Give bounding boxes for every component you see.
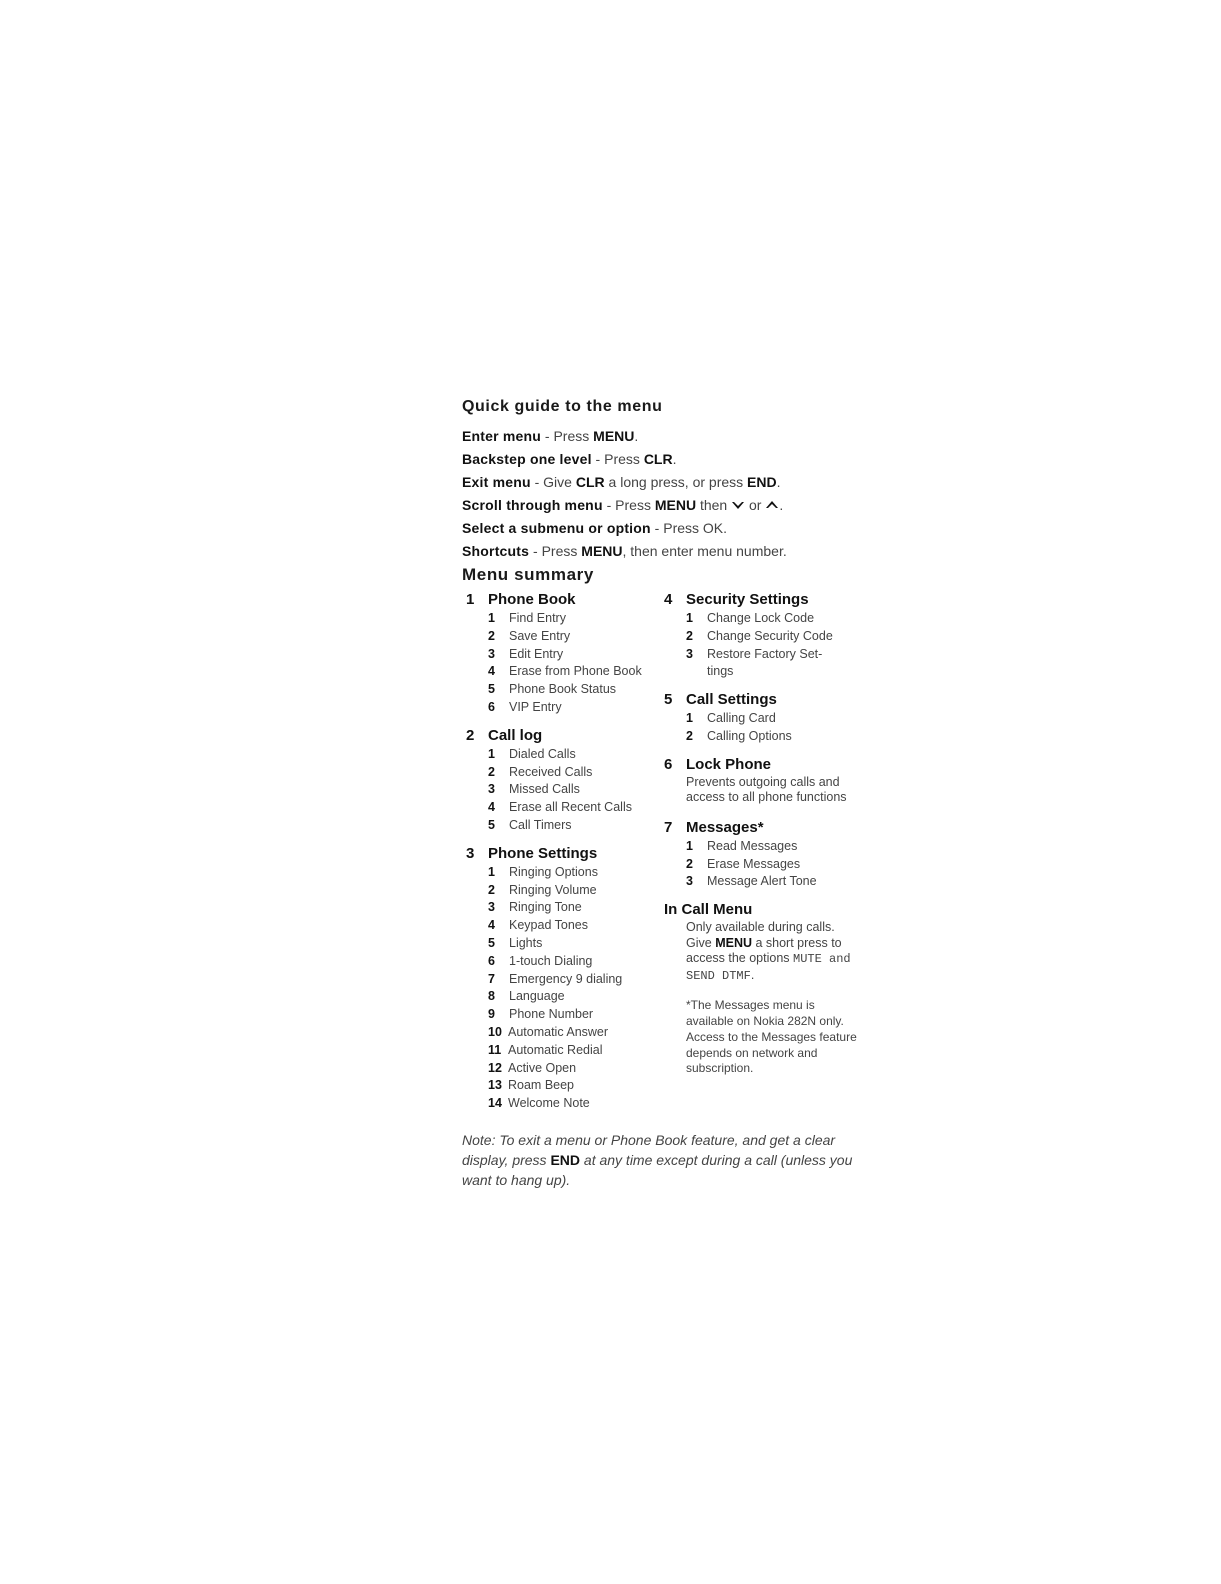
quick-guide-title: Quick guide to the menu	[462, 398, 663, 415]
submenu-item-label: Erase from Phone Book	[509, 664, 642, 679]
submenu-item-label: VIP Entry	[509, 699, 562, 714]
submenu-item-number: 6	[488, 953, 495, 968]
section-security-settings: 4 Security Settings	[664, 591, 809, 608]
submenu-item	[488, 971, 666, 989]
quick-guide-term: Exit menu	[462, 474, 531, 490]
quick-guide-text: Give	[543, 474, 576, 490]
submenu-item-number: 2	[488, 882, 495, 897]
menu-section-number: 3	[466, 844, 475, 862]
key-name: CLR	[575, 474, 605, 490]
arrow-up-icon	[765, 499, 779, 511]
submenu-item	[488, 681, 666, 699]
messages-footnote: *The Messages menu is available on Nokia 282N only. Access to the Messages feature depends on network and subscription.	[686, 998, 857, 1076]
quick-guide-term: Enter menu	[462, 428, 542, 444]
key-name: MENU	[581, 543, 623, 559]
quick-guide-term: Select a submenu or option	[462, 520, 651, 536]
submenu-item-label: Edit Entry	[509, 646, 564, 661]
submenu-item	[686, 610, 864, 628]
quick-guide-line	[462, 472, 862, 495]
submenu-item-number: 3	[488, 900, 495, 915]
submenu-item-label: Calling Options	[707, 728, 792, 743]
submenu-item-number: 1	[686, 711, 693, 726]
quick-guide-text: .	[672, 451, 677, 467]
submenu-item-number: 1	[488, 611, 495, 625]
menu-section-title: Call log	[488, 726, 543, 744]
section-lock-phone: 6 Lock Phone	[664, 755, 772, 773]
submenu-item	[488, 764, 666, 782]
quick-guide-line	[462, 449, 862, 472]
quick-guide-separator: -	[530, 474, 544, 490]
quick-guide-line	[462, 426, 862, 449]
menu-section-items	[488, 610, 666, 717]
quick-guide-text: or	[745, 497, 766, 513]
submenu-item-number: 1	[488, 864, 495, 879]
submenu-item-number: 2	[488, 764, 495, 779]
quick-guide-text: then	[696, 497, 732, 513]
submenu-item-label: Missed Calls	[509, 782, 580, 797]
quick-guide-list	[462, 426, 862, 564]
submenu-item	[488, 817, 666, 835]
call-settings-items	[686, 710, 864, 746]
submenu-item	[488, 1042, 666, 1060]
quick-guide-separator: -	[529, 543, 542, 559]
submenu-item-label: Lights	[509, 935, 543, 950]
submenu-item	[488, 1024, 666, 1042]
submenu-item	[686, 728, 864, 746]
submenu-item-number: 6	[488, 699, 495, 714]
submenu-item-number: 1	[488, 746, 495, 761]
in-call-description: Only available during calls. Give MENU a short press to access the options MUTE and SEND DTMF.	[686, 920, 851, 983]
menu-section-heading	[466, 590, 666, 610]
submenu-item	[488, 1077, 666, 1095]
submenu-item-label: Welcome Note	[508, 1096, 590, 1111]
quick-guide-term: Shortcuts	[462, 543, 530, 559]
quick-guide-text: .	[776, 474, 781, 490]
menu-section-items	[488, 746, 666, 835]
submenu-item-number: 2	[686, 728, 693, 743]
quick-guide-text: .	[634, 428, 639, 444]
section-call-settings: 5 Call Settings	[664, 691, 777, 709]
quick-guide-text: .	[723, 520, 728, 536]
submenu-item-number: 5	[488, 682, 495, 697]
submenu-item-label: Erase Messages	[707, 856, 801, 871]
submenu-item-label: Restore Factory Set-	[707, 646, 823, 661]
menu-section-heading	[466, 844, 666, 864]
submenu-item-number: 4	[488, 664, 495, 679]
quick-guide-separator: -	[650, 520, 664, 536]
key-name: END	[747, 474, 777, 490]
submenu-item	[488, 610, 666, 628]
submenu-item-label: Phone Book Status	[509, 682, 617, 697]
submenu-item	[686, 710, 864, 728]
submenu-item-label: Dialed Calls	[509, 746, 576, 761]
submenu-item-label: Language	[509, 989, 565, 1004]
menu-section-number: 2	[466, 726, 475, 744]
submenu-item-number: 3	[488, 782, 495, 797]
menu-summary-title: Menu summary	[462, 565, 594, 584]
submenu-item-label: Save Entry	[509, 628, 571, 643]
arrow-down-icon	[731, 499, 745, 511]
quick-guide-text: a long press, or press	[604, 474, 748, 490]
submenu-item-number: 12	[488, 1060, 502, 1075]
submenu-item-label: Emergency 9 dialing	[509, 971, 623, 986]
menu-section-items	[488, 864, 666, 1113]
submenu-item-label: Ringing Tone	[509, 900, 582, 915]
submenu-item	[488, 988, 666, 1006]
section-in-call-menu: In Call Menu	[664, 901, 753, 919]
quick-guide-line	[462, 541, 862, 564]
quick-guide-text: OK	[702, 520, 724, 536]
quick-guide-term: Scroll through menu	[462, 497, 603, 513]
submenu-item	[686, 856, 864, 874]
quick-guide-separator: -	[591, 451, 605, 467]
submenu-item-label: Active Open	[508, 1060, 577, 1075]
submenu-item-number: 2	[488, 628, 495, 643]
quick-guide-text: Press	[553, 428, 594, 444]
submenu-item	[488, 646, 666, 664]
key-name: CLR	[643, 451, 673, 467]
submenu-item-label: Calling Card	[707, 711, 776, 726]
key-name: MENU	[593, 428, 635, 444]
submenu-item	[488, 781, 666, 799]
submenu-item-number: 1	[686, 611, 693, 625]
submenu-item-label: Phone Number	[509, 1007, 594, 1022]
quick-guide-term: Backstep one level	[462, 451, 592, 467]
submenu-item-number: 11	[488, 1042, 502, 1057]
menu-summary-left-column	[466, 590, 666, 1113]
section-messages: 7 Messages*	[664, 818, 764, 836]
submenu-item-number: 9	[488, 1007, 495, 1022]
quick-guide-text: Press	[541, 543, 582, 559]
submenu-item-label: Received Calls	[509, 764, 593, 779]
quick-guide-line	[462, 518, 862, 541]
submenu-item-label: Automatic Redial	[508, 1042, 603, 1057]
quick-guide-text: , then enter menu number.	[622, 543, 787, 559]
submenu-item	[488, 1006, 666, 1024]
submenu-item	[488, 917, 666, 935]
key-name: MENU	[654, 497, 697, 513]
quick-guide-text: .	[779, 497, 784, 513]
submenu-item-label: Change Security Code	[707, 628, 833, 643]
submenu-item-label: tings	[707, 664, 734, 679]
submenu-item	[488, 935, 666, 953]
submenu-item-number: 7	[488, 971, 495, 986]
submenu-item-label: Change Lock Code	[707, 611, 815, 625]
submenu-item-label: 1-touch Dialing	[509, 953, 593, 968]
submenu-item	[686, 838, 864, 856]
submenu-item-label: Keypad Tones	[509, 918, 588, 933]
quick-guide-text: Press	[663, 520, 703, 536]
submenu-item	[686, 628, 864, 646]
submenu-item	[488, 1095, 666, 1113]
submenu-item-number: 8	[488, 989, 495, 1004]
submenu-item	[686, 873, 864, 891]
submenu-item-number: 5	[488, 817, 495, 832]
submenu-item-number: 3	[686, 874, 693, 889]
menu-section-title: Phone Book	[488, 591, 576, 608]
menu-section-heading	[466, 726, 666, 746]
submenu-item-label: Find Entry	[509, 611, 566, 625]
submenu-item	[488, 953, 666, 971]
submenu-item-number: 2	[686, 628, 693, 643]
submenu-item-label: Ringing Options	[509, 864, 598, 879]
submenu-item-number: 10	[488, 1024, 502, 1039]
submenu-item-number: 3	[686, 646, 693, 661]
submenu-item-number: 1	[686, 838, 693, 853]
submenu-item-number: 5	[488, 935, 495, 950]
submenu-item	[488, 882, 666, 900]
submenu-item	[686, 663, 864, 681]
end-key-note: Note: To exit a menu or Phone Book feature, and get a clear display, press END at any time except during a call (unless you want to hang up).	[462, 1132, 853, 1188]
quick-guide-separator: -	[602, 497, 616, 513]
quick-guide-separator: -	[541, 428, 554, 444]
submenu-item-label: Ringing Volume	[509, 882, 597, 897]
submenu-item	[488, 628, 666, 646]
submenu-item	[686, 646, 864, 664]
submenu-item-number: 3	[488, 646, 495, 661]
submenu-item	[488, 864, 666, 882]
menu-summary-right-column	[664, 590, 864, 1077]
submenu-item-number: 4	[488, 800, 495, 815]
submenu-item	[488, 899, 666, 917]
quick-guide-line	[462, 495, 862, 518]
submenu-item-label: Message Alert Tone	[707, 874, 817, 889]
menu-section-number: 1	[466, 591, 475, 608]
submenu-item	[488, 699, 666, 717]
submenu-item	[488, 746, 666, 764]
quick-guide-text: Press	[615, 497, 655, 513]
menu-section-title: Phone Settings	[488, 844, 598, 862]
submenu-item-number: 2	[686, 856, 693, 871]
submenu-item	[488, 1060, 666, 1078]
lock-phone-description: Prevents outgoing calls and access to all phone functions	[686, 774, 847, 805]
messages-items	[686, 838, 864, 891]
quick-guide-text: Press	[604, 451, 644, 467]
submenu-item-number: 13	[488, 1078, 502, 1093]
submenu-item-number: 4	[488, 918, 495, 933]
security-items	[686, 610, 864, 681]
submenu-item	[488, 663, 666, 681]
submenu-item-label: Erase all Recent Calls	[509, 800, 632, 815]
submenu-item-label: Call Timers	[509, 817, 572, 832]
submenu-item	[488, 799, 666, 817]
submenu-item-label: Roam Beep	[508, 1078, 575, 1093]
submenu-item-label: Automatic Answer	[508, 1024, 609, 1039]
submenu-item-number: 14	[488, 1096, 502, 1111]
submenu-item-label: Read Messages	[707, 838, 798, 853]
